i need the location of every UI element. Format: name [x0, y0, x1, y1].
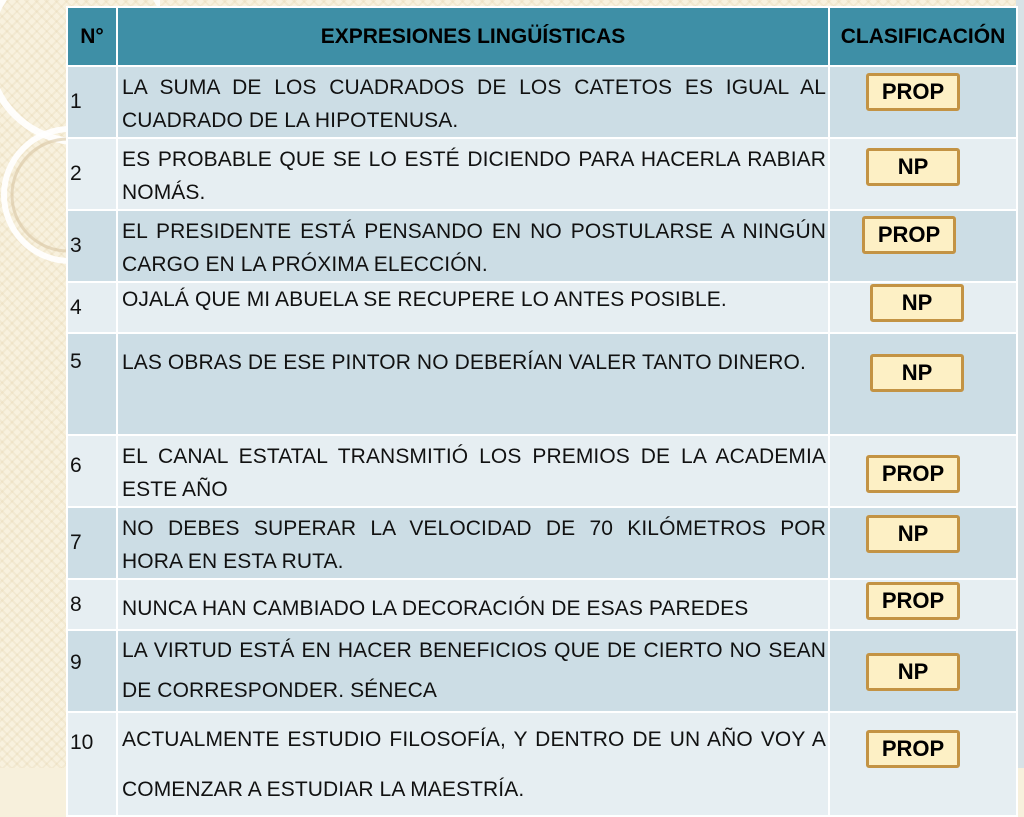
table-row [67, 579, 1017, 630]
table-row [67, 333, 1017, 435]
classification-badge[interactable]: PROP [866, 73, 960, 111]
classification-badge[interactable]: PROP [862, 216, 956, 254]
header-expressions: EXPRESIONES LINGÜÍSTICAS [117, 7, 829, 66]
expressions-table [66, 6, 1018, 817]
row-number: 2 [67, 138, 117, 210]
table-row [67, 507, 1017, 579]
row-classification-cell [829, 579, 1017, 630]
classification-badge[interactable]: PROP [866, 455, 960, 493]
row-expression: OJALÁ QUE MI ABUELA SE RECUPERE LO ANTES POSIBLE. [117, 282, 829, 333]
row-classification-cell [829, 210, 1017, 282]
classification-badge[interactable]: NP [866, 148, 960, 186]
row-number: 6 [67, 435, 117, 507]
table-row [67, 66, 1017, 138]
row-number: 7 [67, 507, 117, 579]
row-number: 9 [67, 630, 117, 712]
classification-badge[interactable]: NP [870, 354, 964, 392]
table-row [67, 210, 1017, 282]
row-expression: LA VIRTUD ESTÁ EN HACER BENEFICIOS QUE DE CIERTO NO SEAN DE CORRESPONDER. SÉNECA [117, 630, 829, 712]
row-classification-cell [829, 138, 1017, 210]
row-expression: EL CANAL ESTATAL TRANSMITIÓ LOS PREMIOS DE LA ACADEMIA ESTE AÑO [117, 435, 829, 507]
row-number: 1 [67, 66, 117, 138]
row-expression: ES PROBABLE QUE SE LO ESTÉ DICIENDO PARA HACERLA RABIAR NOMÁS. [117, 138, 829, 210]
row-number: 4 [67, 282, 117, 333]
header-number: N° [67, 7, 117, 66]
row-number: 5 [67, 333, 117, 435]
table-row [67, 630, 1017, 712]
row-expression: NO DEBES SUPERAR LA VELOCIDAD DE 70 KILÓMETROS POR HORA EN ESTA RUTA. [117, 507, 829, 579]
row-expression: ACTUALMENTE ESTUDIO FILOSOFÍA, Y DENTRO DE UN AÑO VOY A COMENZAR A ESTUDIAR LA MAESTRÍA. [117, 712, 829, 816]
row-classification-cell [829, 712, 1017, 816]
row-classification-cell [829, 630, 1017, 712]
row-classification-cell [829, 282, 1017, 333]
row-expression: EL PRESIDENTE ESTÁ PENSANDO EN NO POSTULARSE A NINGÚN CARGO EN LA PRÓXIMA ELECCIÓN. [117, 210, 829, 282]
row-classification-cell [829, 507, 1017, 579]
classification-badge[interactable]: NP [866, 653, 960, 691]
row-number: 8 [67, 579, 117, 630]
row-number: 10 [67, 712, 117, 816]
table-row [67, 712, 1017, 816]
row-classification-cell [829, 333, 1017, 435]
row-classification-cell [829, 435, 1017, 507]
table-row [67, 435, 1017, 507]
classification-badge[interactable]: NP [870, 284, 964, 322]
table-header-row [67, 7, 1017, 66]
row-expression: NUNCA HAN CAMBIADO LA DECORACIÓN DE ESAS PAREDES [117, 579, 829, 630]
row-expression: LA SUMA DE LOS CUADRADOS DE LOS CATETOS ES IGUAL AL CUADRADO DE LA HIPOTENUSA. [117, 66, 829, 138]
classification-badge[interactable]: NP [866, 515, 960, 553]
table-row [67, 138, 1017, 210]
table-row [67, 282, 1017, 333]
classification-badge[interactable]: PROP [866, 582, 960, 620]
row-number: 3 [67, 210, 117, 282]
row-classification-cell [829, 66, 1017, 138]
header-classification: CLASIFICACIÓN [829, 7, 1017, 66]
classification-badge[interactable]: PROP [866, 730, 960, 768]
row-expression: LAS OBRAS DE ESE PINTOR NO DEBERÍAN VALER TANTO DINERO. [117, 333, 829, 435]
